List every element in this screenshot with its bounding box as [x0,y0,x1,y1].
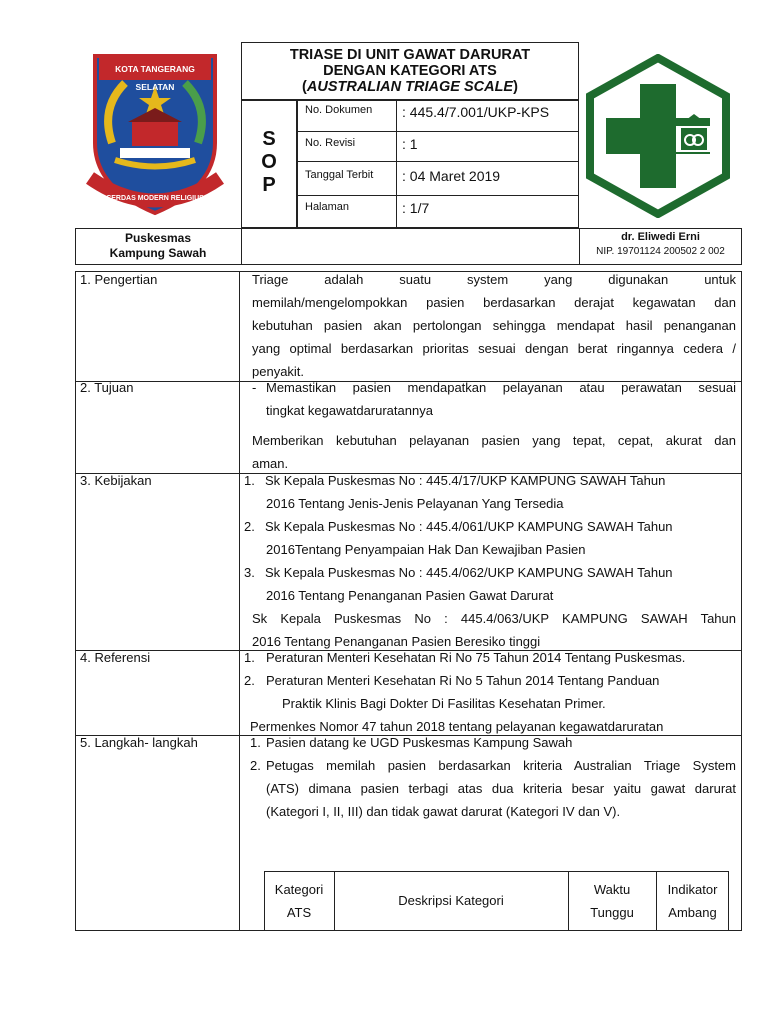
meta-value-rev: : 1 [402,136,418,152]
section-label-pengertian: 1. Pengertian [80,272,158,287]
kebijakan-extra-l2: 2016 Tentang Penanganan Pasien Beresiko tinggi [252,634,541,649]
pengertian-line: kebutuhan pasien akan pertolongan sehingga mendapat hasil penanganan [252,318,736,333]
header-text: ATS [286,905,312,920]
langkah-num-2: 2. [250,758,261,773]
kebijakan-num-2: 2. [244,519,255,534]
header-text: Tunggu [590,905,634,920]
tujuan-line-1: Memastikan pasien mendapatkan pelayanan atau perawatan sesuai [266,380,736,395]
kebijakan-item-3-l1: Sk Kepala Puskesmas No : 445.4/062/UKP KAMPUNG SAWAH Tahun [265,565,673,580]
org-divider [241,228,242,265]
ats-header-kategori [264,878,334,924]
kebijakan-item-1-l2: 2016 Tentang Jenis-Jenis Pelayanan Yang Tersedia [266,496,564,511]
referensi-num-2: 2. [244,673,255,688]
section-label-langkah: 5. Langkah- langkah [80,735,198,750]
header-text: Waktu [593,882,631,897]
tujuan-line-3: Memberikan kebutuhan pelayanan pasien yang tepat, cepat, akurat dan [252,433,736,448]
title-line-3: (AUSTRALIAN TRIAGE SCALE) [302,79,518,95]
meta-row-line [297,195,579,196]
meta-label-rev: No. Revisi [305,137,356,149]
referensi-item-1: Peraturan Menteri Kesehatan Ri No 75 Tahun 2014 Tentang Puskesmas. [266,650,686,665]
signer-nip: NIP. 19701124 200502 2 002 [596,246,725,257]
langkah-item-1: Pasien datang ke UGD Puskesmas Kampung Sawah [266,735,573,750]
city-crest-logo [80,48,230,218]
langkah-num-1: 1. [250,735,261,750]
meta-value-page: : 1/7 [402,200,430,216]
kebijakan-item-1-l1: Sk Kepala Puskesmas No : 445.4/17/UKP KAMPUNG SAWAH Tahun [265,473,666,488]
kebijakan-extra-l1: Sk Kepala Puskesmas No : 445.4/063/UKP KAMPUNG SAWAH Tahun [252,611,736,626]
header-text: Ambang [668,905,717,920]
tujuan-line-2: tingkat kegawatdaruratannya [266,403,433,418]
title-line-2: DENGAN KATEGORI ATS [323,63,497,79]
org-line-1: Puskesmas [124,231,192,245]
meta-row-line [297,161,579,162]
referensi-item-2-l2: Praktik Klinis Bagi Dokter Di Fasilitas Kesehatan Primer. [282,696,606,711]
kebijakan-item-2-l1: Sk Kepala Puskesmas No : 445.4/061/UKP KAMPUNG SAWAH Tahun [265,519,673,534]
crest-banner-text: KOTA TANGERANG SELATAN [115,64,195,92]
pengertian-line: yang optimal berdasarkan prioritas sesuai dengan berat ringannya cedera / [252,341,736,356]
header-text: Indikator [667,882,718,897]
crest-motto-text: CERDAS MODERN RELIGIUS [106,195,204,202]
sop-letter-s: S [262,128,276,150]
kebijakan-item-2-l2: 2016Tentang Penyampaian Hak Dan Kewajiban Pasien [266,542,586,557]
meta-label-date: Tanggal Terbit [305,169,374,181]
pengertian-text [252,268,736,383]
meta-label-page: Halaman [305,201,350,213]
kebijakan-item-3-l2: 2016 Tentang Penanganan Pasien Gawat Darurat [266,588,554,603]
meta-divider [396,100,397,228]
section-label-kebijakan: 3. Kebijakan [80,473,152,488]
org-name [75,231,241,261]
section-label-tujuan: 2. Tujuan [80,380,134,395]
meta-label-doc: No. Dokumen [305,104,373,116]
ats-header-indikator [656,878,729,924]
referensi-extra: Permenkes Nomor 47 tahun 2018 tentang pelayanan kegawatdaruratan [250,719,664,734]
content-divider [239,271,240,931]
referensi-num-1: 1. [244,650,255,665]
langkah-item-2-l3: (Kategori I, II, III) dan tidak gawat darurat (Kategori IV dan V). [266,804,621,819]
referensi-item-2-l1: Peraturan Menteri Kesehatan Ri No 5 Tahun 2014 Tentang Panduan [266,673,660,688]
pengertian-line: penyakit. [252,364,305,379]
pengertian-line: Triage adalah suatu system yang digunakan untuk [252,272,736,287]
title-line-1: TRIASE DI UNIT GAWAT DARURAT [289,47,531,63]
doc-title [241,47,579,95]
sop-letter-p: P [262,174,276,196]
section-label-referensi: 4. Referensi [80,650,151,665]
signer-name: dr. Eliwedi Erni [621,231,700,243]
meta-value-date: : 04 Maret 2019 [402,168,501,184]
kebijakan-num-1: 1. [244,473,255,488]
langkah-item-2-l2: (ATS) dimana pasien terbagi atas dua kriteria besar yaitu gawat darurat [266,781,736,796]
tujuan-line-4: aman. [252,456,289,471]
ats-header-deskripsi: Deskripsi Kategori [398,893,504,908]
kebijakan-num-3: 3. [244,565,255,580]
pengertian-line: memilah/mengelompokkan pasien berdasarkan derajat kegawatan dan [252,295,736,310]
meta-value-doc: : 445.4/7.001/UKP-KPS [402,104,550,120]
sop-label [241,128,297,197]
ats-header-waktu [568,878,656,924]
header-text: Kategori [274,882,324,897]
tujuan-dash: - [252,380,257,395]
langkah-item-2-l1: Petugas memilah pasien berdasarkan kriteria Australian Triage System [266,758,736,773]
meta-row-line [297,131,579,132]
puskesmas-logo [583,54,733,218]
org-line-2: Kampung Sawah [109,246,207,260]
sop-letter-o: O [261,151,277,173]
